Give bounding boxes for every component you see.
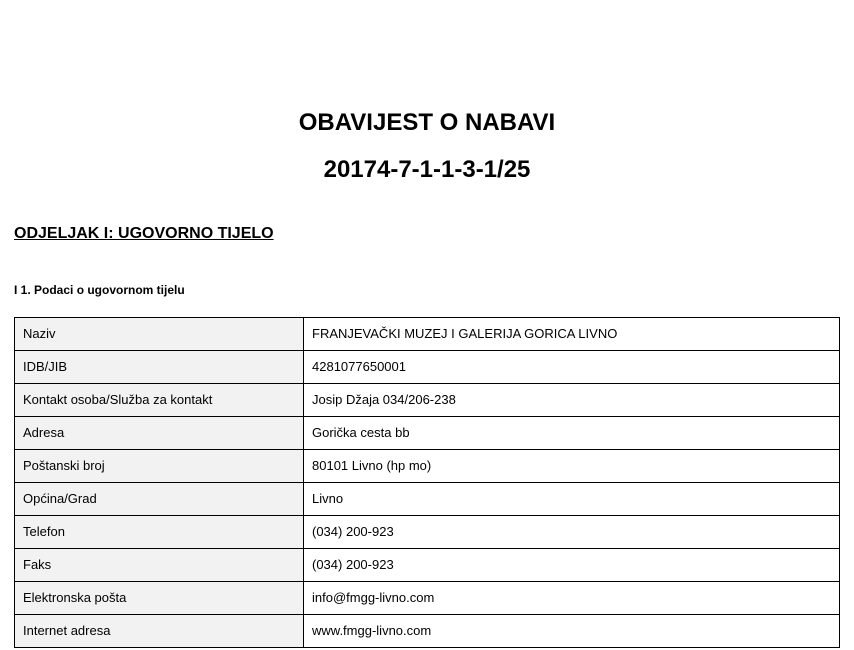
row-label: Adresa [15,417,304,450]
row-label: Elektronska pošta [15,582,304,615]
row-value: Gorička cesta bb [304,417,840,450]
row-label: Općina/Grad [15,483,304,516]
row-label: Poštanski broj [15,450,304,483]
row-label: Telefon [15,516,304,549]
row-label: Internet adresa [15,615,304,648]
subsection-heading: I 1. Podaci o ugovornom tijelu [14,283,185,297]
table-row [15,417,840,450]
row-label: Faks [15,549,304,582]
row-value: 4281077650001 [304,351,840,384]
table-row [15,582,840,615]
section-heading: ODJELJAK I: UGOVORNO TIJELO [14,225,274,242]
table-row [15,318,840,351]
row-value: 80101 Livno (hp mo) [304,450,840,483]
row-label: IDB/JIB [15,351,304,384]
row-value: Josip Džaja 034/206-238 [304,384,840,417]
table-row [15,483,840,516]
table-row [15,450,840,483]
row-value: (034) 200-923 [304,549,840,582]
row-value: Livno [304,483,840,516]
email-value[interactable]: info@fmgg-livno.com [304,582,840,615]
row-value: FRANJEVAČKI MUZEJ I GALERIJA GORICA LIVNO [304,318,840,351]
table-row [15,549,840,582]
table-row [15,384,840,417]
contracting-authority-table [14,317,840,648]
table-row [15,615,840,648]
table-row [15,516,840,549]
document-title: OBAVIJEST O NABAVI [298,109,556,136]
table-row [15,351,840,384]
row-value: (034) 200-923 [304,516,840,549]
row-label: Naziv [15,318,304,351]
row-label: Kontakt osoba/Služba za kontakt [15,384,304,417]
website-value[interactable]: www.fmgg-livno.com [304,615,840,648]
document-number: 20174-7-1-1-3-1/25 [323,156,531,183]
